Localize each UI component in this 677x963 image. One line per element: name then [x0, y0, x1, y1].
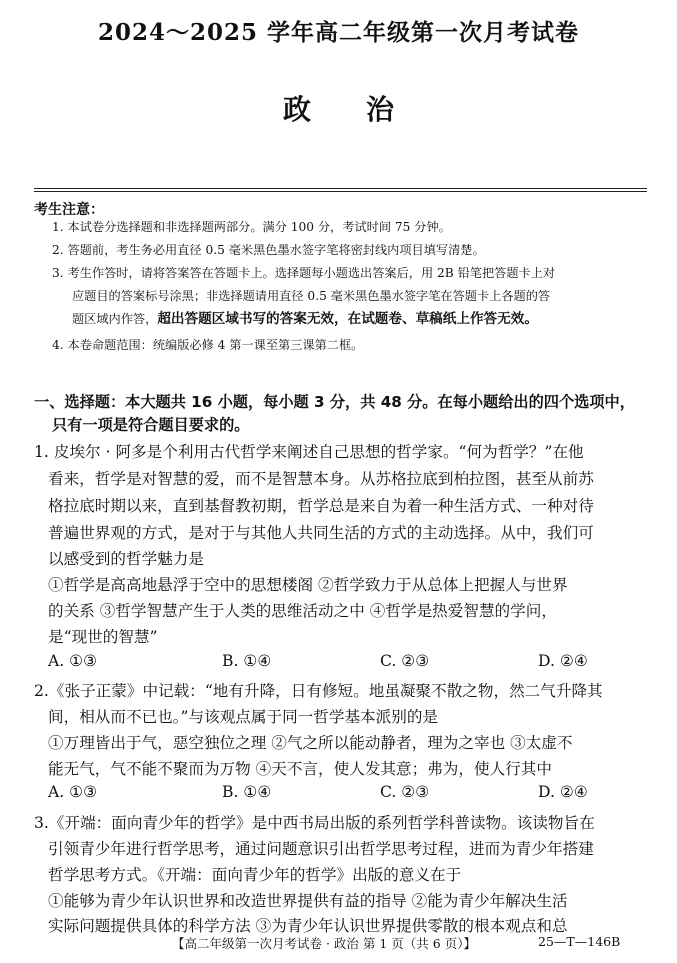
exam-title: 2024～2025 学年高二年级第一次月考试卷 — [97, 19, 580, 46]
question-2-stem: 间，相从而不已也。”与该观点属于同一哲学基本派别的是 — [48, 708, 439, 726]
footer-code: 25—T—146B — [538, 934, 621, 949]
question-1-option-c[interactable]: C. ②③ — [380, 652, 430, 670]
notice-item: 1. 本试卷分选择题和非选择题两部分。满分 100 分，考试时间 75 分钟。 — [52, 220, 451, 234]
question-1-stem: 以感受到的哲学魅力是 — [48, 550, 204, 568]
notice-item: 3. 考生作答时，请将答案答在答题卡上。选择题每小题选出答案后，用 2B 铅笔把答题卡上对 — [52, 266, 556, 280]
question-1-statements: 是“现世的智慧” — [48, 628, 158, 646]
notice-heading: 考生注意： — [34, 202, 104, 218]
question-3-stem: 引领青少年进行哲学思考，通过问题意识引出哲学思考过程，进而为青少年搭建 — [48, 840, 594, 858]
question-3-statements: 实际问题提供具体的科学方法 ③为青少年认识世界提供零散的根本观点和总 — [48, 917, 568, 935]
question-1-option-a[interactable]: A. ①③ — [48, 652, 98, 670]
divider-line — [34, 191, 647, 192]
subject-title: 政治 — [282, 93, 449, 126]
question-1-option-b[interactable]: B. ①④ — [222, 652, 272, 670]
question-2-statements: ①万理皆出于气，惡空独位之理 ②气之所以能动静者，理为之宰也 ③太虚不 — [48, 734, 573, 752]
footer-page-info: 【高二年级第一次月考试卷 · 政治 第 1 页（共 6 页）】 — [172, 936, 476, 951]
question-2-option-b[interactable]: B. ①④ — [222, 783, 272, 801]
notice-item: 2. 答题前，考生务必用直径 0.5 毫米黑色墨水签字笔将密封线内项目填写清楚。 — [52, 243, 485, 257]
question-1-stem: 普遍世界观的方式，是对于与其他人共同生活的方式的主动选择。从中，我们可 — [48, 524, 594, 542]
divider-line — [34, 188, 647, 189]
question-1-statements: ①哲学是高高地悬浮于空中的思想楼阁 ②哲学致力于从总体上把握人与世界 — [48, 576, 568, 594]
notice-warning: 超出答题区域书写的答案无效，在试题卷、草稿纸上作答无效。 — [157, 311, 538, 327]
question-2-option-c[interactable]: C. ②③ — [380, 783, 430, 801]
question-3-stem: 3.《开端：面向青少年的哲学》是中西书局出版的系列哲学科普读物。该读物旨在 — [34, 814, 595, 832]
section-heading: 一、选择题：本大题共 16 小题，每小题 3 分，共 48 分。在每小题给出的四个选项中， — [34, 393, 635, 411]
question-2-statements: 能无气，气不能不聚而为万物 ④天不言，使人发其意；弗为，使人行其中 — [48, 760, 552, 778]
question-1-stem: 看来，哲学是对智慧的爱，而不是智慧本身。从苏格拉底到柏拉图，甚至从前苏 — [48, 470, 594, 488]
section-heading-continued: 只有一项是符合题目要求的。 — [52, 416, 250, 434]
question-2-option-d[interactable]: D. ②④ — [538, 783, 588, 801]
question-1-stem: 1. 皮埃尔 · 阿多是个利用古代哲学来阐述自己思想的哲学家。“何为哲学？”在他 — [34, 443, 584, 461]
notice-item-continued: 应题目的答案标号涂黑；非选择题请用直径 0.5 毫米黑色墨水签字笔在答题卡上各题的答 — [72, 289, 551, 303]
question-3-stem: 哲学思考方式。《开端：面向青少年的哲学》出版的意义在于 — [48, 866, 462, 884]
question-3-statements: ①能够为青少年认识世界和改造世界提供有益的指导 ②能为青少年解决生活 — [48, 892, 568, 910]
question-2-option-a[interactable]: A. ①③ — [48, 783, 98, 801]
question-1-option-d[interactable]: D. ②④ — [538, 652, 588, 670]
notice-text: 题区域内作答， — [72, 312, 158, 326]
notice-item: 4. 本卷命题范围：统编版必修 4 第一课至第三课第二框。 — [52, 338, 364, 352]
question-1-statements: 的关系 ③哲学智慧产生于人类的思维活动之中 ④哲学是热爱智慧的学问， — [48, 602, 557, 620]
question-2-stem: 2.《张子正蒙》中记载：“地有升降，日有修短。地虽凝聚不散之物，然二气升降其 — [34, 682, 603, 700]
question-1-stem: 格拉底时期以来，直到基督教初期，哲学总是来自为着一种生活方式、一种对待 — [48, 497, 594, 515]
notice-item-continued — [72, 308, 538, 331]
